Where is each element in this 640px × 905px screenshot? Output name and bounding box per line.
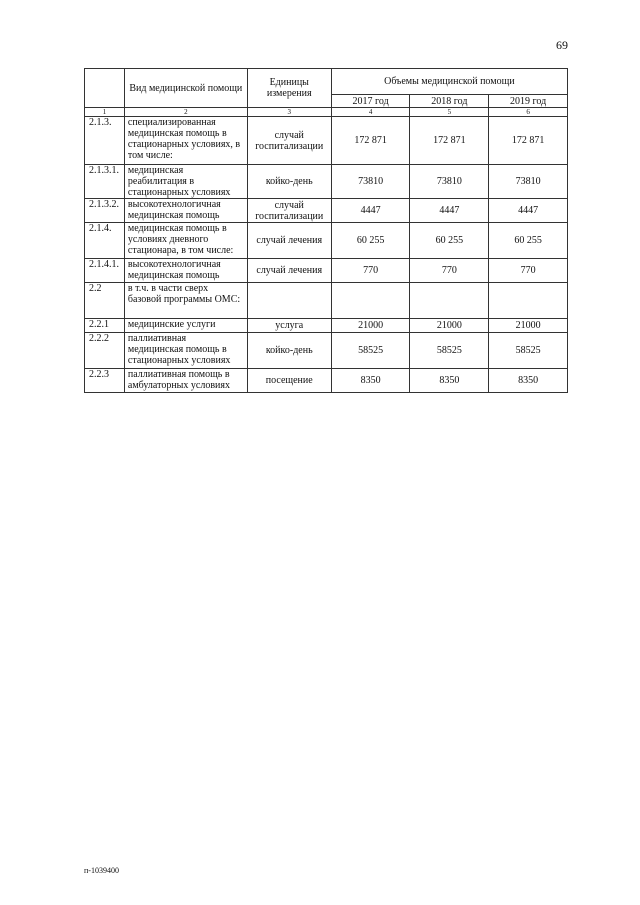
medical-care-volumes-table — [84, 68, 568, 393]
unit-of-measure: койко-день — [247, 165, 331, 199]
volume-2017 — [331, 283, 410, 319]
volume-2019: 60 255 — [489, 223, 568, 259]
row-number: 2.1.4.1. — [85, 259, 125, 283]
header-volumes: Объемы медицинской помощи — [331, 69, 567, 95]
unit-of-measure: услуга — [247, 319, 331, 333]
volume-2019: 770 — [489, 259, 568, 283]
header-care-type: Вид медицинской помощи — [124, 69, 247, 108]
volume-2018: 172 871 — [410, 117, 489, 165]
row-number: 2.1.4. — [85, 223, 125, 259]
volume-2017: 770 — [331, 259, 410, 283]
volume-2018: 60 255 — [410, 223, 489, 259]
care-type: медицинские услуги — [124, 319, 247, 333]
unit-of-measure: случай лечения — [247, 259, 331, 283]
header-year-2017: 2017 год — [331, 95, 410, 108]
header-number-cell — [85, 69, 125, 108]
volume-2018: 21000 — [410, 319, 489, 333]
table-row — [85, 259, 568, 283]
volume-2018: 4447 — [410, 199, 489, 223]
column-index: 2 — [124, 108, 247, 117]
volume-2019: 58525 — [489, 333, 568, 369]
row-number: 2.1.3.2. — [85, 199, 125, 223]
care-type: медицинская реабилитация в стационарных условиях — [124, 165, 247, 199]
care-type: в т.ч. в части сверх базовой программы ОМС: — [124, 283, 247, 319]
volume-2017: 58525 — [331, 333, 410, 369]
volume-2017: 4447 — [331, 199, 410, 223]
row-number: 2.1.3. — [85, 117, 125, 165]
table-row — [85, 165, 568, 199]
table-row — [85, 117, 568, 165]
volume-2019: 21000 — [489, 319, 568, 333]
volume-2017: 60 255 — [331, 223, 410, 259]
row-number: 2.2 — [85, 283, 125, 319]
table-row — [85, 369, 568, 393]
column-index: 4 — [331, 108, 410, 117]
row-number: 2.2.2 — [85, 333, 125, 369]
care-type: высокотехнологичная медицинская помощь — [124, 259, 247, 283]
volume-2018: 58525 — [410, 333, 489, 369]
column-index: 6 — [489, 108, 568, 117]
unit-of-measure — [247, 283, 331, 319]
row-number: 2.2.1 — [85, 319, 125, 333]
volume-2019: 172 871 — [489, 117, 568, 165]
care-type: специализированная медицинская помощь в стационарных условиях, в том числе: — [124, 117, 247, 165]
volume-2019: 4447 — [489, 199, 568, 223]
table-row — [85, 223, 568, 259]
volume-2018: 770 — [410, 259, 489, 283]
unit-of-measure: случай лечения — [247, 223, 331, 259]
unit-of-measure: случай госпитализации — [247, 117, 331, 165]
table-row — [85, 283, 568, 319]
care-type: паллиативная помощь в амбулаторных условиях — [124, 369, 247, 393]
page-number: 69 — [556, 38, 568, 52]
care-type: паллиативная медицинская помощь в стационарных условиях — [124, 333, 247, 369]
header-unit: Единицы измерения — [247, 69, 331, 108]
document-code: п-1039400 — [84, 866, 119, 875]
column-index: 3 — [247, 108, 331, 117]
volume-2017: 21000 — [331, 319, 410, 333]
volume-2017: 172 871 — [331, 117, 410, 165]
unit-of-measure: случай госпитализации — [247, 199, 331, 223]
row-number: 2.1.3.1. — [85, 165, 125, 199]
row-number: 2.2.3 — [85, 369, 125, 393]
column-index: 5 — [410, 108, 489, 117]
table-row — [85, 333, 568, 369]
care-type: высокотехнологичная медицинская помощь — [124, 199, 247, 223]
volume-2018: 8350 — [410, 369, 489, 393]
unit-of-measure: койко-день — [247, 333, 331, 369]
header-year-2019: 2019 год — [489, 95, 568, 108]
volume-2017: 73810 — [331, 165, 410, 199]
volume-2018: 73810 — [410, 165, 489, 199]
table-row — [85, 199, 568, 223]
volume-2019: 8350 — [489, 369, 568, 393]
volume-2018 — [410, 283, 489, 319]
header-year-2018: 2018 год — [410, 95, 489, 108]
care-type: медицинская помощь в условиях дневного стационара, в том числе: — [124, 223, 247, 259]
column-index: 1 — [85, 108, 125, 117]
column-index-row — [85, 108, 568, 117]
volume-2019 — [489, 283, 568, 319]
volume-2019: 73810 — [489, 165, 568, 199]
table-row — [85, 319, 568, 333]
unit-of-measure: посещение — [247, 369, 331, 393]
volume-2017: 8350 — [331, 369, 410, 393]
